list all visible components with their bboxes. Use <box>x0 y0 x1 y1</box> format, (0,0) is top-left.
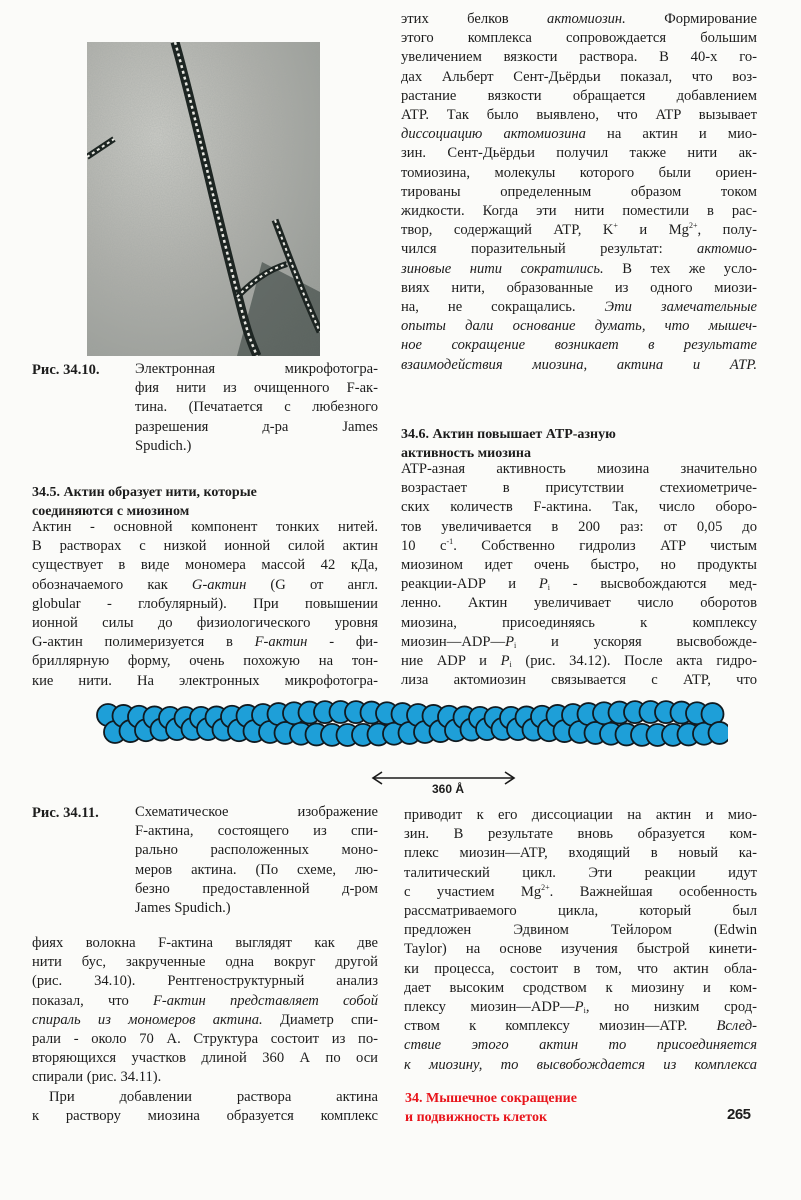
text-line: (рис. 34.10). Рентгеноструктурный анализ <box>32 973 378 990</box>
caption-line: James Spudich.) <box>135 900 231 917</box>
text-line: твор, содержащий ATP, K+ и $Mg^{2+}$, полу- <box>401 221 757 239</box>
text-line: При добавлении раствора актина <box>49 1088 378 1105</box>
text-line: к раствору миозина образуется комплекс <box>32 1107 378 1124</box>
caption-line: Электронная микрофотогра- <box>135 361 378 377</box>
page-number: 265 <box>727 1106 751 1123</box>
figure-34-11-diagram <box>88 700 728 800</box>
text-line: дах Альберт Сент-Дьёрдьи показал, что воз- <box>401 68 757 85</box>
text-line: рали - около 70 А. Структура состоит из по- <box>32 1031 378 1048</box>
text-line: к миозину, то высвобождается из комплекса <box>404 1056 757 1073</box>
text-line: обозначаемого как G-актин (G от англ. <box>32 576 378 593</box>
caption-line: фия нити из очищенного F-ак- <box>135 380 378 397</box>
text-line: нити бус, закрученные одна вокруг другой <box>32 954 378 971</box>
text-line: В растворах с низкой ионной силой актин <box>32 538 378 555</box>
figure-34-11-label: Рис. 34.11. <box>32 805 99 821</box>
f-actin-helix-icon <box>88 700 728 800</box>
text-line: миозина, присоединяясь к комплексу <box>401 614 757 631</box>
text-line: 10 $с^{-1}$. Собственно гидролиз ATP чистым <box>401 536 757 554</box>
text-line: существует в виде мономера массой 42 кДа, <box>32 557 378 574</box>
section-34-5-heading <box>32 483 257 521</box>
heading-line: активность миозина <box>401 446 531 461</box>
heading-line: соединяются с миозином <box>32 504 190 519</box>
scale-label: 360 Å <box>432 782 465 796</box>
text-line: опыты дали основание думать, что мышеч- <box>401 318 757 335</box>
text-line: миозином идет очень быстро, но продукты <box>401 557 757 574</box>
text-line: предложен Эдвином Тейлором (Edwin <box>404 922 757 939</box>
text-line: на, не сокращались. Эти замечательные <box>401 299 757 316</box>
actin-filament-image <box>87 42 320 356</box>
text-line: приводит к его диссоциации на актин и мио- <box>404 807 757 823</box>
caption-line: тина. (Печатается с любезного <box>135 399 378 416</box>
text-line: бриллярную форму, очень похожую на тон- <box>32 653 378 670</box>
text-line: тированы определенным образом током <box>401 183 757 200</box>
text-line: талитический цикл. Эти реакции идут <box>404 864 757 881</box>
text-line: увеличением вязкости раствора. В 40-х го- <box>401 49 757 66</box>
heading-line: 34.5. Актин образует нити, которые <box>32 485 257 500</box>
figure-34-10-caption <box>135 360 378 456</box>
text-line: G-актин полимеризуется в F-актин - фи- <box>32 634 378 651</box>
figure-34-10-micrograph <box>87 42 320 356</box>
caption-line: Схематическое изображение <box>135 804 378 820</box>
text-line: томиозина, молекулы которого были ориен- <box>401 164 757 181</box>
text-line: растание вязкости обращается добавлением <box>401 87 757 104</box>
text-line: вторяющихся участков длиной 360 А по оси <box>32 1050 378 1067</box>
text-line: ствие этого актин то присоединяется <box>404 1037 757 1054</box>
text-line: лиза актомиозин связывается с ATP, что <box>401 672 757 689</box>
caption-line: Spudich.) <box>135 437 192 454</box>
text-line: плексу $миозин—ADP—P_i$, но низким срод- <box>404 999 758 1016</box>
heading-line: 34.6. Актин повышает ATP-азную <box>401 427 616 442</box>
caption-line: разрешения д-ра James <box>135 418 378 435</box>
text-line: globular - глобулярный). При повышении <box>32 595 378 612</box>
text-line: Taylor) на основе изучения быстрой кинети- <box>404 941 757 958</box>
text-line: диссоциацию актомиозина на актин и мио- <box>401 126 757 143</box>
caption-line: меров актина. (По схеме, лю- <box>135 861 378 878</box>
text-line: виях нити, образованные из одного миози- <box>401 279 757 296</box>
text-line: фиях волокна F-актина выглядят как две <box>32 935 378 951</box>
section-34-6-heading <box>401 425 616 463</box>
right-column-top <box>401 10 757 375</box>
left-column-bottom <box>32 934 378 1126</box>
text-line: ством к комплексу миозин—ATP. Вслед- <box>404 1018 757 1035</box>
text-line: чился поразительный результат: актомио- <box>401 241 757 258</box>
text-line: ное сокращение возникает в результате <box>401 337 757 354</box>
caption-line: безно предоставленной д-ром <box>135 880 378 897</box>
right-column-bottom <box>404 806 757 1075</box>
section-34-6-body <box>401 460 757 690</box>
text-line: Актин - основной компонент тонких нитей. <box>32 519 378 535</box>
caption-line: рально расположенных моно- <box>135 842 378 859</box>
text-line: этих белков актомиозин. Формирование <box>401 11 758 27</box>
text-line: жидкости. Когда эти нити поместили в рас- <box>401 203 757 220</box>
text-line: ских количеств F-актина. Так, число оборо- <box>401 499 757 516</box>
text-line: ние ADP и $P_i$ (рис. 34.12). После акта гидро- <box>401 653 757 670</box>
text-line: ки процесса, состоит в том, что актин обла- <box>404 960 757 977</box>
text-line: ATP-азная активность миозина значительно <box>401 461 757 477</box>
text-line: ATP. Так было выявлено, что ATP вызывает <box>401 107 757 124</box>
text-line: зин. В результате вновь образуется ком- <box>404 826 757 843</box>
text-line: дает высоким сродством к миозину и ком- <box>404 979 757 996</box>
text-line: тов увеличивается в 200 раз: от 0,05 до <box>401 518 757 535</box>
figure-34-11-caption <box>135 803 378 918</box>
chapter-line: и подвижность клеток <box>405 1110 548 1125</box>
text-line: $миозин—ADP—P_i$ и ускоряя высвобожде- <box>401 633 757 650</box>
section-34-5-body <box>32 518 378 691</box>
chapter-title-footer <box>405 1089 577 1127</box>
text-line: ленно. Актин увеличивает число оборотов <box>401 595 757 612</box>
text-line: реакции-ADP и $P_i$ - высвобождаются мед- <box>401 576 757 593</box>
text-line: зин. Сент-Дьёрдьи получил также нити ак- <box>401 145 757 162</box>
text-line: кие нити. На электронных микрофотогра- <box>32 672 378 689</box>
text-line: показал, что F-актин представляет собой <box>32 992 378 1009</box>
text-line: спираль из мономеров актина. Диаметр спи- <box>32 1011 379 1028</box>
text-line: плекс миозин—ATP, входящий в новый ка- <box>404 845 757 862</box>
figure-34-10-label: Рис. 34.10. <box>32 362 100 378</box>
text-line: спирали (рис. 34.11). <box>32 1069 162 1086</box>
text-line: рассматриваемого цикла, который был <box>404 903 757 920</box>
text-line: взаимодействия миозина, актина и ATP. <box>401 356 757 373</box>
chapter-line: 34. Мышечное сокращение <box>405 1091 577 1106</box>
text-line: с участием $Mg^{2+}$. Важнейшая особенность <box>404 882 757 900</box>
text-line: этого комплекса сопровождается большим <box>401 30 757 47</box>
text-line: ионной силы до физиологического уровня <box>32 615 378 632</box>
text-line: возрастает в присутствии стехиометриче- <box>401 480 757 497</box>
caption-line: F-актина, состоящего из спи- <box>135 823 378 840</box>
text-line: зиновые нити сократились. В тех же усло- <box>401 260 757 277</box>
